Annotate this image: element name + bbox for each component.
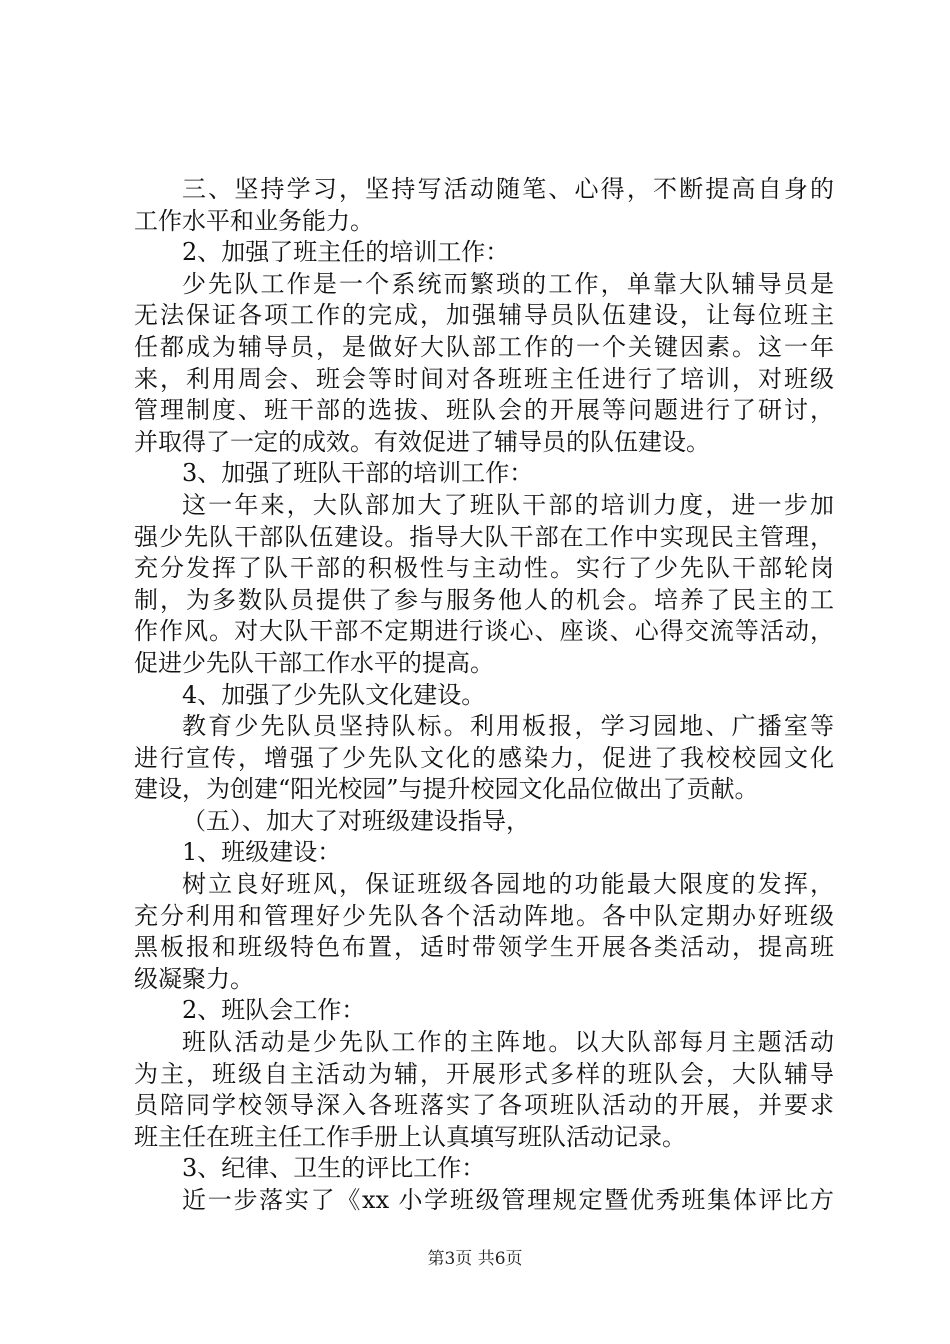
text-line: 3、加强了班队干部的培训工作： <box>182 459 534 488</box>
text-line: 管理制度、班干部的选拔、班队会的开展等问题进行了研讨， <box>134 396 834 425</box>
text-line: 2、班队会工作： <box>182 996 366 1025</box>
text-line: 制，为多数队员提供了参与服务他人的机会。培养了民主的工 <box>134 585 834 614</box>
text-line: 员陪同学校领导深入各班落实了各项班队活动的开展，并要求 <box>134 1091 834 1120</box>
text-line: 强少先队干部队伍建设。指导大队干部在工作中实现民主管理， <box>134 522 834 551</box>
text-line: 工作水平和业务能力。 <box>134 206 374 235</box>
text-line: 2、加强了班主任的培训工作： <box>182 238 510 267</box>
text-line: 黑板报和班级特色布置，适时带领学生开展各类活动，提高班 <box>134 933 834 962</box>
page-footer: 第3页 共6页 <box>427 1249 523 1269</box>
text-line: 三、坚持学习，坚持写活动随笔、心得，不断提高自身的 <box>182 175 834 203</box>
text-line: 班主任在班主任工作手册上认真填写班队活动记录。 <box>134 1122 686 1151</box>
text-line: 促进少先队干部工作水平的提高。 <box>134 648 494 677</box>
text-line: 来，利用周会、班会等时间对各班班主任进行了培训，对班级 <box>134 364 834 393</box>
text-line: 充分发挥了队干部的积极性与主动性。实行了少先队干部轮岗 <box>134 554 834 583</box>
text-line: 级凝聚力。 <box>134 964 254 993</box>
text-line: 并取得了一定的成效。有效促进了辅导员的队伍建设。 <box>134 427 710 456</box>
text-line: 作作风。对大队干部不定期进行谈心、座谈、心得交流等活动， <box>134 617 834 646</box>
text-line: 3、纪律、卫生的评比工作： <box>182 1154 486 1183</box>
body-text <box>134 174 834 1217</box>
text-line: 班队活动是少先队工作的主阵地。以大队部每月主题活动 <box>182 1028 834 1057</box>
text-line: 建设，为创建“阳光校园”与提升校园文化品位做出了贡献。 <box>134 775 759 804</box>
text-line: 任都成为辅导员，是做好大队部工作的一个关键因素。这一年 <box>134 332 834 361</box>
text-line: 充分利用和管理好少先队各个活动阵地。各中队定期办好班级 <box>134 901 834 930</box>
text-line: 近一步落实了《xx 小学班级管理规定暨优秀班集体评比方 <box>182 1186 834 1214</box>
text-line: 这一年来，大队部加大了班队干部的培训力度，进一步加 <box>182 490 834 519</box>
text-line: 4、加强了少先队文化建设。 <box>182 680 486 709</box>
text-line: 无法保证各项工作的完成，加强辅导员队伍建设，让每位班主 <box>134 301 834 330</box>
text-line: 为主，班级自主活动为辅，开展形式多样的班队会，大队辅导 <box>134 1059 834 1088</box>
text-line: 教育少先队员坚持队标。利用板报，学习园地、广播室等 <box>182 712 834 741</box>
text-line: 1、班级建设： <box>182 838 342 867</box>
text-line: （五）、加大了对班级建设指导， <box>182 806 530 835</box>
text-line: 树立良好班风，保证班级各园地的功能最大限度的发挥， <box>182 870 834 899</box>
text-line: 进行宣传，增强了少先队文化的感染力，促进了我校校园文化 <box>134 743 834 772</box>
text-line: 少先队工作是一个系统而繁琐的工作，单靠大队辅导员是 <box>182 269 834 298</box>
